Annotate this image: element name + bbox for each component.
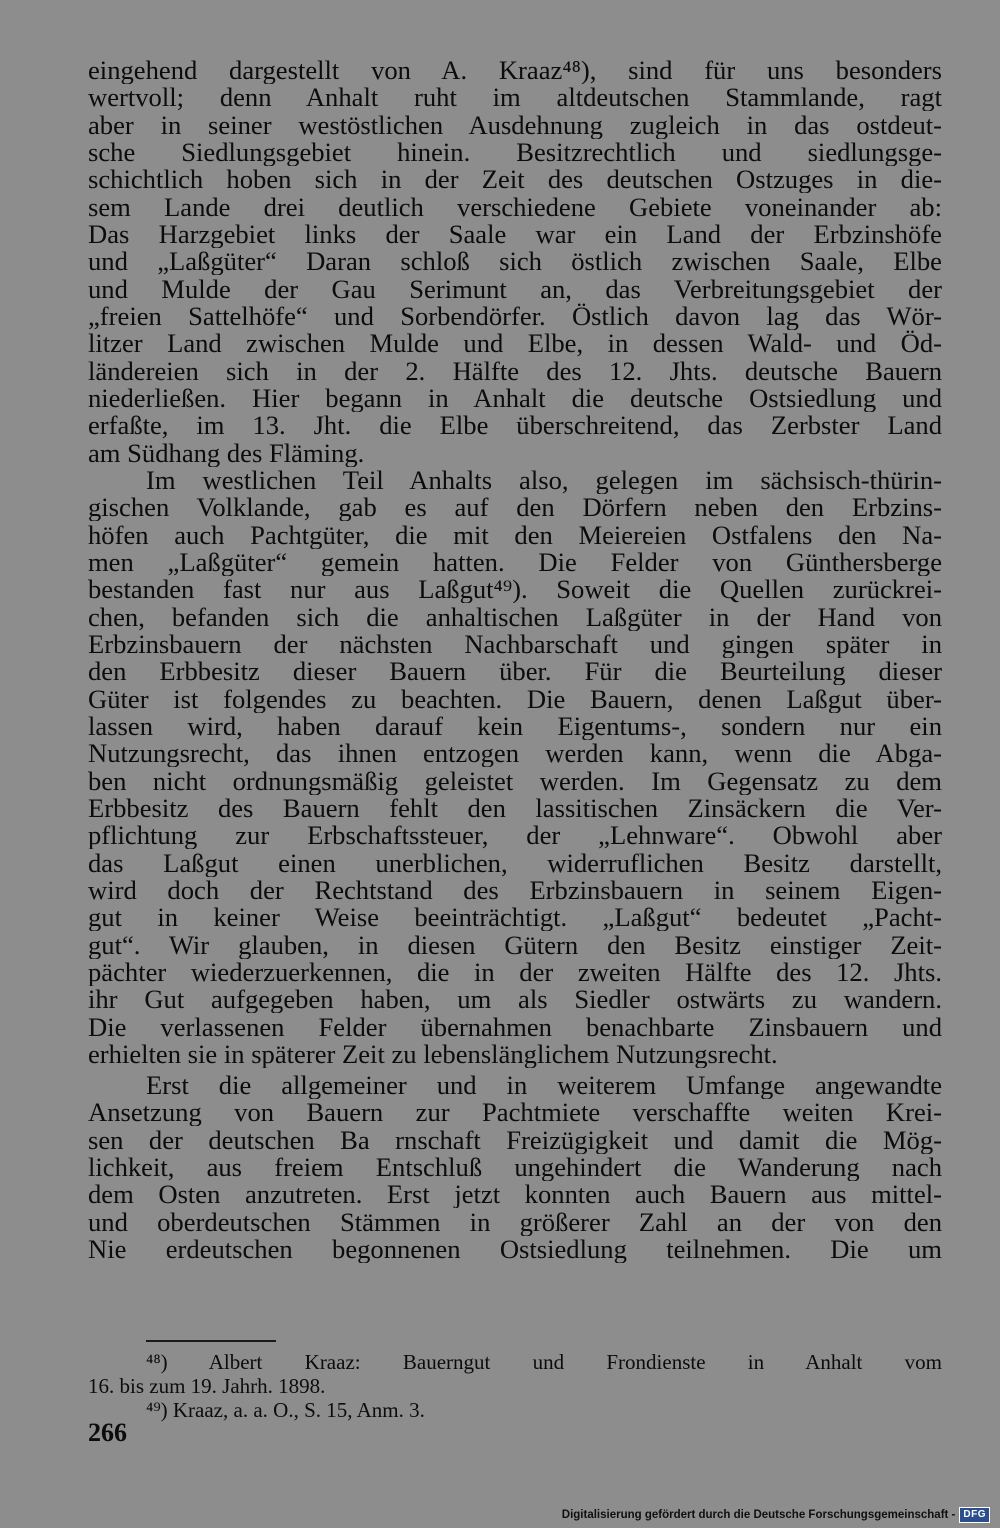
text-line: ländereien sich in der 2. Hälfte des 12. Jhts. deutsche Bauern bbox=[88, 358, 942, 385]
text-line: dem Osten anzutreten. Erst jetzt konnten auch Bauern aus mittel- bbox=[88, 1181, 942, 1208]
text-line: Güter ist folgendes zu beachten. Die Bauern, denen Laßgut über- bbox=[88, 686, 942, 713]
text-line: litzer Land zwischen Mulde und Elbe, in dessen Wald- und Öd- bbox=[88, 330, 942, 357]
text-line: gischen Volklande, gab es auf den Dörfern neben den Erbzins- bbox=[88, 494, 942, 521]
footnote-line: 16. bis zum 19. Jahrh. 1898. bbox=[88, 1374, 326, 1398]
text-line: und Mulde der Gau Serimunt an, das Verbreitungsgebiet der bbox=[88, 276, 942, 303]
text-line: Das Harzgebiet links der Saale war ein Land der Erbzinshöfe bbox=[88, 221, 942, 248]
text-line: den Erbbesitz dieser Bauern über. Für die Beurteilung dieser bbox=[88, 658, 942, 685]
text-line: lichkeit, aus freiem Entschluß ungehindert die Wanderung nach bbox=[88, 1154, 942, 1181]
text-line: pflichtung zur Erbschaftssteuer, der „Lehnware“. Obwohl aber bbox=[88, 822, 942, 849]
text-line: und „Laßgüter“ Daran schloß sich östlich zwischen Saale, Elbe bbox=[88, 248, 942, 275]
text-line: Erst die allgemeiner und in weiterem Umfange angewandte bbox=[146, 1072, 942, 1099]
text-line: sem Lande drei deutlich verschiedene Gebiete voneinander ab: bbox=[88, 194, 942, 221]
text-line: wird doch der Rechtstand des Erbzinsbauern in seinem Eigen- bbox=[88, 877, 942, 904]
text-line: Erbzinsbauern der nächsten Nachbarschaft und gingen später in bbox=[88, 631, 942, 658]
text-line: Nie erdeutschen begonnenen Ostsiedlung teilnehmen. Die um bbox=[88, 1236, 942, 1263]
text-line: men „Laßgüter“ gemein hatten. Die Felder von Günthersberge bbox=[88, 549, 942, 576]
text-line: sen der deutschen Ba rnschaft Freizügigkeit und damit die Mög- bbox=[88, 1127, 942, 1154]
text-line: wertvoll; denn Anhalt ruht im altdeutschen Stammlande, ragt bbox=[88, 84, 942, 111]
digitization-credit bbox=[562, 1506, 990, 1524]
dfg-logo-icon: DFG bbox=[959, 1507, 990, 1523]
text-line: höfen auch Pachtgüter, die mit den Meiereien Ostfalens den Na- bbox=[88, 522, 942, 549]
footnote-separator bbox=[146, 1340, 276, 1342]
text-line: eingehend dargestellt von A. Kraaz⁴⁸), sind für uns besonders bbox=[88, 57, 942, 84]
page-number: 266 bbox=[88, 1418, 127, 1447]
text-line: Erbbesitz des Bauern fehlt den lassitischen Zinsäckern die Ver- bbox=[88, 795, 942, 822]
text-line: „freien Sattelhöfe“ und Sorbendörfer. Östlich davon lag das Wör- bbox=[88, 303, 942, 330]
text-line: sche Siedlungsgebiet hinein. Besitzrechtlich und siedlungsge- bbox=[88, 139, 942, 166]
text-line: aber in seiner westöstlichen Ausdehnung zugleich in das ostdeut- bbox=[88, 112, 942, 139]
text-line: bestanden fast nur aus Laßgut⁴⁹). Soweit die Quellen zurückrei- bbox=[88, 576, 942, 603]
text-line: ben nicht ordnungsmäßig geleistet werden. Im Gegensatz zu dem bbox=[88, 768, 942, 795]
text-line: gut“. Wir glauben, in diesen Gütern den Besitz einstiger Zeit- bbox=[88, 932, 942, 959]
text-line: schichtlich hoben sich in der Zeit des deutschen Ostzuges in die- bbox=[88, 166, 942, 193]
credit-text: Digitalisierung gefördert durch die Deutsche Forschungsgemeinschaft - bbox=[561, 1509, 956, 1521]
text-line: pächter wiederzuerkennen, die in der zweiten Hälfte des 12. Jhts. bbox=[88, 959, 942, 986]
text-line: Die verlassenen Felder übernahmen benachbarte Zinsbauern und bbox=[88, 1014, 942, 1041]
text-line: erhielten sie in späterer Zeit zu lebenslänglichem Nutzungsrecht. bbox=[88, 1041, 778, 1068]
text-line: ihr Gut aufgegeben haben, um als Siedler ostwärts zu wandern. bbox=[88, 986, 942, 1013]
text-line: lassen wird, haben darauf kein Eigentums-, sondern nur ein bbox=[88, 713, 942, 740]
text-line: niederließen. Hier begann in Anhalt die deutsche Ostsiedlung und bbox=[88, 385, 942, 412]
text-line: am Südhang des Fläming. bbox=[88, 440, 365, 467]
text-line: das Laßgut einen unerblichen, widerruflichen Besitz darstellt, bbox=[88, 850, 942, 877]
text-line: Im westlichen Teil Anhalts also, gelegen im sächsisch-thürin- bbox=[146, 467, 942, 494]
text-line: chen, befanden sich die anhaltischen Laßgüter in der Hand von bbox=[88, 604, 942, 631]
text-line: gut in keiner Weise beeinträchtigt. „Laßgut“ bedeutet „Pacht- bbox=[88, 904, 942, 931]
text-line: Nutzungsrecht, das ihnen entzogen werden kann, wenn die Abga- bbox=[88, 740, 942, 767]
text-line: Ansetzung von Bauern zur Pachtmiete verschaffte weiten Krei- bbox=[88, 1099, 942, 1126]
text-line: erfaßte, im 13. Jht. die Elbe überschreitend, das Zerbster Land bbox=[88, 412, 942, 439]
text-line: und oberdeutschen Stämmen in größerer Zahl an der von den bbox=[88, 1209, 942, 1236]
footnote-line: ⁴⁸) Albert Kraaz: Bauerngut und Frondienste in Anhalt vom bbox=[146, 1350, 942, 1374]
footnote-line: ⁴⁹) Kraaz, a. a. O., S. 15, Anm. 3. bbox=[146, 1398, 425, 1422]
